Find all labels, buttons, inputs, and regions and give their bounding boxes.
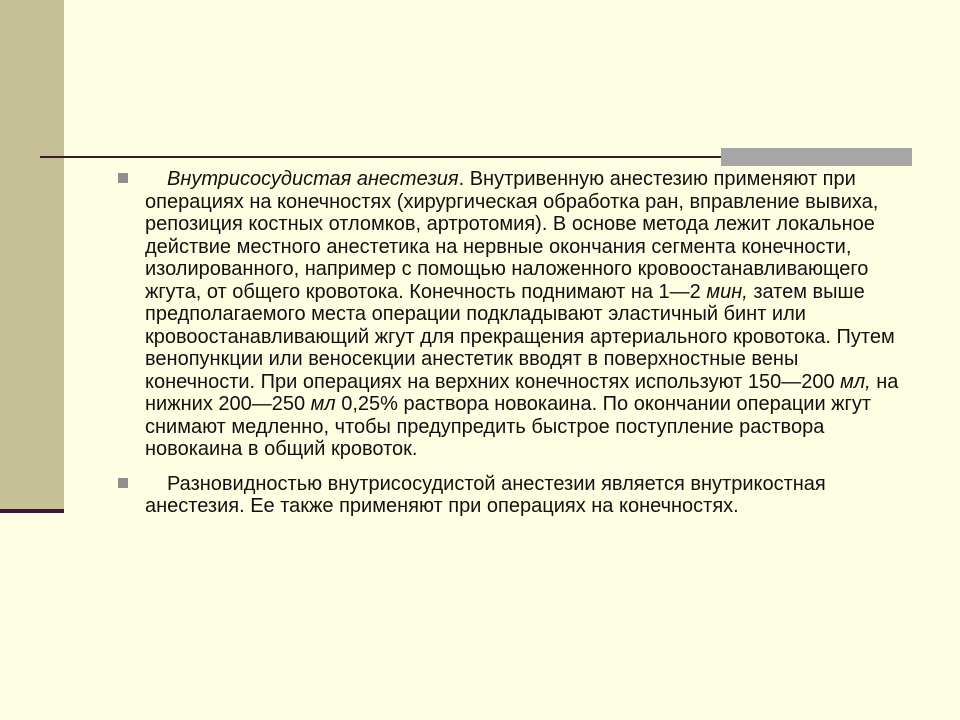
slide-body <box>118 168 908 530</box>
bullet-text-segment: мл <box>310 393 336 415</box>
side-decorative-band <box>0 0 64 512</box>
bullet-item <box>118 473 908 518</box>
accent-bar <box>721 148 912 166</box>
bullet-text-segment: мл, <box>840 370 871 393</box>
bullet-text-segment: мин, <box>706 280 748 303</box>
bullet-text-segment: Внутрисосудистая анестезия <box>167 168 459 190</box>
square-bullet-icon <box>118 478 128 488</box>
bullet-item <box>118 168 908 461</box>
bullet-text-segment: 0,25% раствора новокаина. По окончании операции жгут снимают медленно, чтобы предупредить быстрое поступление раствора новокаина в общий кровоток. <box>145 393 872 460</box>
bullet-text-segment: . Внутривенную анестезию применяют при операциях на конечностях (хирургическая обработка ран, вправление вывиха, репозиция костных отломков, артротомия). В основе метода лежит локальное действие местного анестетика на нервные окончания сегмента конечности, изолированного, например с помощью наложенного кровоостанавливающего жгута, от общего кровотока. Конечность поднимают на 1—2 <box>145 168 879 303</box>
bullet-text-segment: на нижних 200—250 <box>145 370 899 415</box>
bullet-text-segment: Разновидностью внутрисосудистой анестезии является внутрикостная анестезия. Ее также применяют при операциях на конечностях. <box>145 472 826 517</box>
side-band-rule <box>0 509 64 513</box>
bullet-text-segment: затем выше предполагаемого места операции подкладывают эластичный бинт или кровоостанавливающий жгут для прекращения артериального кровотока. Путем венопункции или веносекции анестетик вводят в поверхностные вены конечности. При операциях на верхних конечностях используют 150—200 <box>145 280 895 393</box>
square-bullet-icon <box>118 173 128 183</box>
